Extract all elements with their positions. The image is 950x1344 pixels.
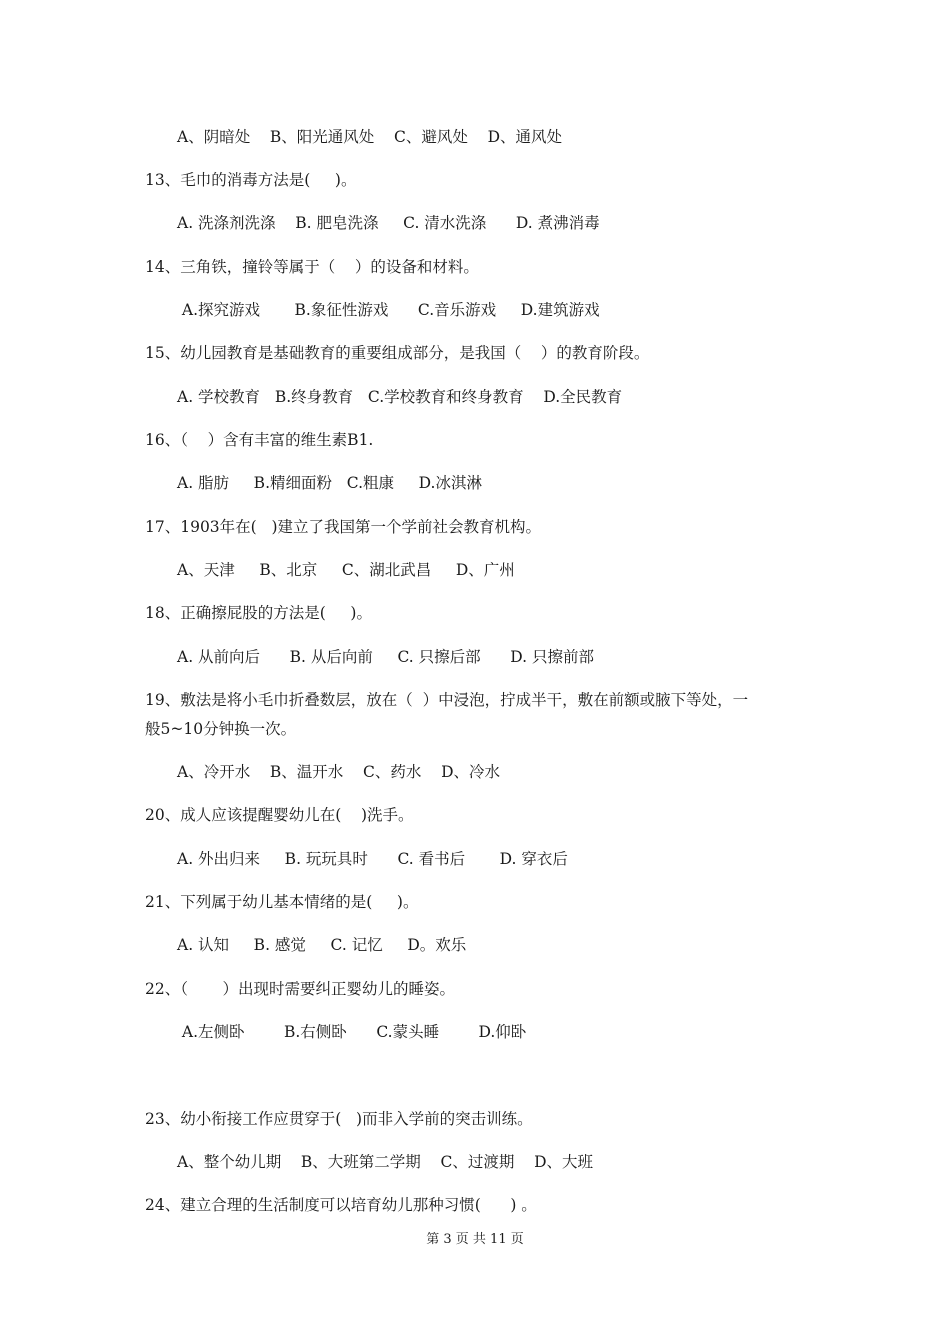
options-line: A. 脂肪 B.精细面粉 C.粗康 D.冰淇淋 [177,474,482,492]
question-line: 20、成人应该提醒婴幼儿在( )洗手。 [145,806,414,824]
options-line: A、天津 B、北京 C、湖北武昌 D、广州 [177,561,515,579]
question-line: 14、三角铁，撞铃等属于（ ）的设备和材料。 [145,258,479,276]
options-line: A、整个幼儿期 B、大班第二学期 C、过渡期 D、大班 [177,1153,593,1171]
page-footer: 第 3 页 共 11 页 [426,1232,524,1247]
question-line: 21、下列属于幼儿基本情绪的是( )。 [145,893,419,911]
question-line: 13、毛巾的消毒方法是( )。 [145,171,357,189]
question-line: 15、幼儿园教育是基础教育的重要组成部分，是我国（ ）的教育阶段。 [145,344,650,362]
options-line: A. 洗涤剂洗涤 B. 肥皂洗涤 C. 清水洗涤 D. 煮沸消毒 [177,214,600,232]
question-line-continued: 般5~10分钟换一次。 [145,720,297,738]
question-line: 18、正确擦屁股的方法是( )。 [145,604,372,622]
options-line: A、阴暗处 B、阳光通风处 C、避风处 D、通风处 [177,128,562,146]
options-line: A、冷开水 B、温开水 C、药水 D、冷水 [177,763,500,781]
question-line: 16、（ ）含有丰富的维生素B1. [145,431,374,449]
question-line: 22、（ ）出现时需要纠正婴幼儿的睡姿。 [145,980,455,998]
question-line: 19、敷法是将小毛巾折叠数层，放在（ ）中浸泡，拧成半干，敷在前额或腋下等处，一 [145,691,749,709]
options-line: A.探究游戏 B.象征性游戏 C.音乐游戏 D.建筑游戏 [177,301,600,319]
options-line: A. 认知 B. 感觉 C. 记忆 D。欢乐 [177,936,467,954]
question-line: 23、幼小衔接工作应贯穿于( )而非入学前的突击训练。 [145,1110,533,1128]
options-line: A. 从前向后 B. 从后向前 C. 只擦后部 D. 只擦前部 [177,648,594,666]
options-line: A.左侧卧 B.右侧卧 C.蒙头睡 D.仰卧 [177,1023,527,1041]
question-line: 24、建立合理的生活制度可以培育幼儿那种习惯( ) 。 [145,1196,537,1214]
options-line: A. 外出归来 B. 玩玩具时 C. 看书后 D. 穿衣后 [177,850,568,868]
question-line: 17、1903年在( )建立了我国第一个学前社会教育机构。 [145,518,542,536]
options-line: A. 学校教育 B.终身教育 C.学校教育和终身教育 D.全民教育 [177,388,623,406]
